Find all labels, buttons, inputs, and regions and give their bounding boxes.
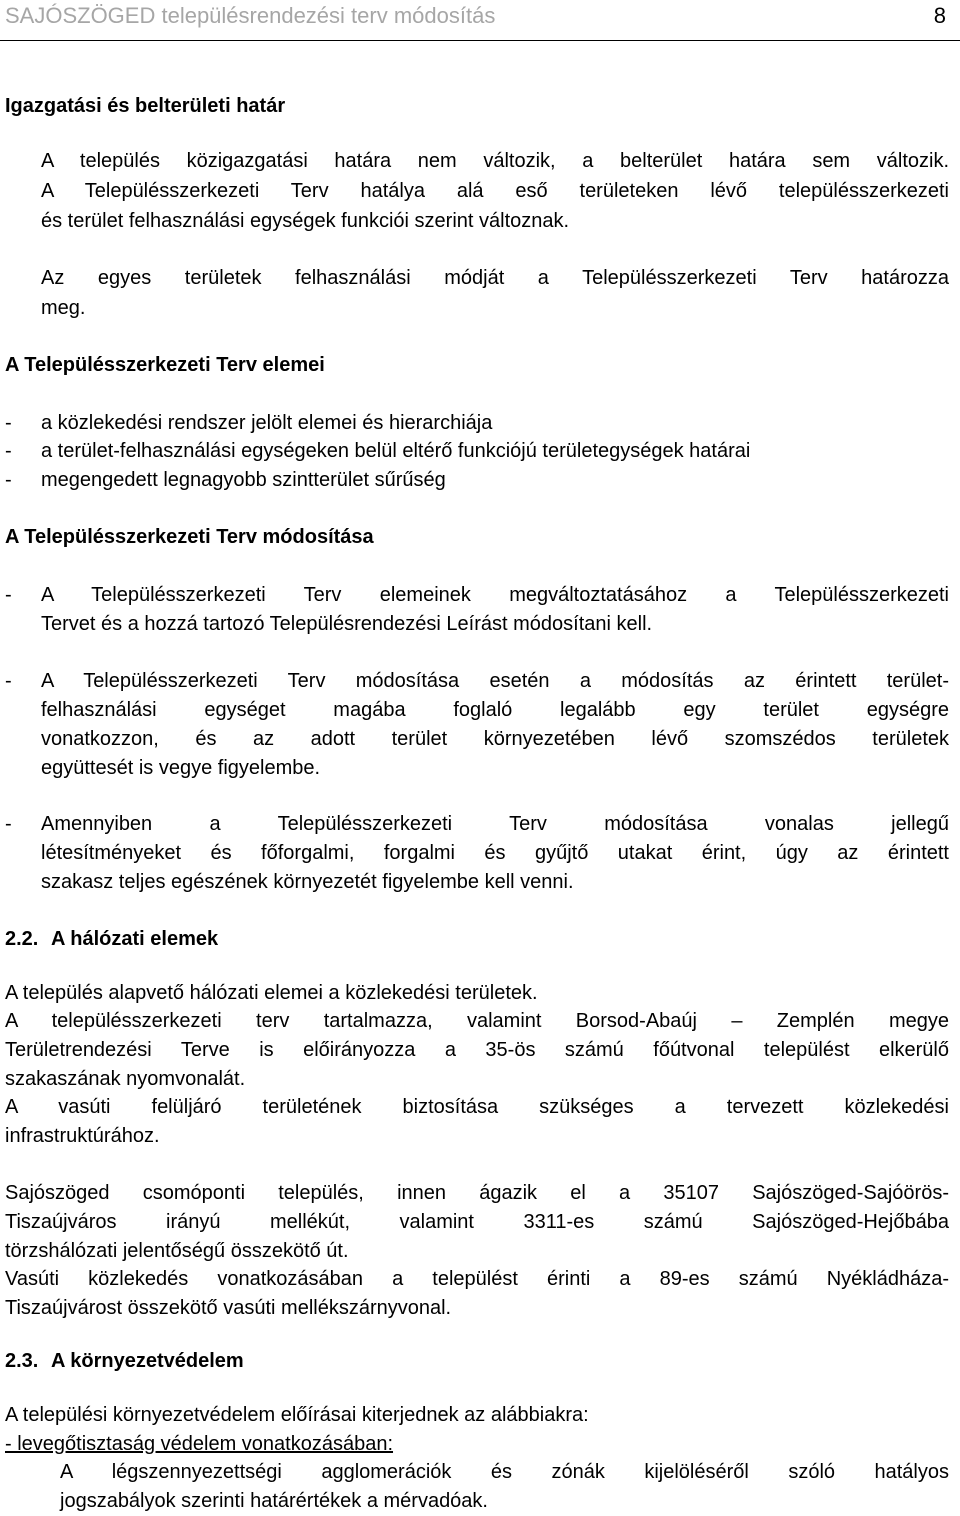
paragraph-line: felhasználási egységet magába foglaló legalább egy terület egységre xyxy=(41,699,949,721)
paragraph-line: Területrendezési Terve is előirányozza a 35-ös számú főútvonal települést elkerülő xyxy=(5,1039,949,1061)
paragraph-line: A Településszerkezeti Terv elemeinek megváltoztatásához a Településszerkezeti xyxy=(41,584,949,606)
list-item: a terület-felhasználási egységeken belül eltérő funkciójú területegységek határai xyxy=(41,440,751,462)
paragraph-line: Sajószöged csomóponti település, innen ágazik el a 35107 Sajószöged-Sajóörös- xyxy=(5,1182,949,1204)
page-number: 8 xyxy=(933,3,946,28)
paragraph-line: infrastruktúrához. xyxy=(5,1125,160,1147)
subheading-air-quality: - levegőtisztaság védelem vonatkozásában: xyxy=(5,1433,394,1455)
paragraph-line: Az egyes területek felhasználási módját a Településszerkezeti Terv határozza xyxy=(41,267,949,289)
section-number: 2.2. xyxy=(5,928,39,950)
paragraph-line: A Településszerkezeti Terv hatálya alá eső területeken lévő településszerkezeti xyxy=(41,180,949,202)
paragraph-line: Tervet és a hozzá tartozó Településrendezési Leírást módosítani kell. xyxy=(41,613,653,635)
paragraph-line: meg. xyxy=(41,297,86,319)
section-heading-elements: A Településszerkezeti Terv elemei xyxy=(5,354,325,376)
paragraph-line: létesítményeket és főforgalmi, forgalmi és gyűjtő utakat érint, úgy az érintett xyxy=(41,842,949,864)
paragraph-line: vonatkozzon, és az adott terület környezetében lévő szomszédos területek xyxy=(41,728,949,750)
section-heading-modification: A Településszerkezeti Terv módosítása xyxy=(5,526,374,548)
list-item: a közlekedési rendszer jelölt elemei és hierarchiája xyxy=(41,412,493,434)
section-heading-environment: A környezetvédelem xyxy=(51,1350,244,1372)
paragraph-line: A településszerkezeti terv tartalmazza, valamint Borsod-Abaúj – Zemplén megye xyxy=(5,1010,949,1032)
paragraph-line: törzshálózati jelentőségű összekötő út. xyxy=(5,1240,349,1262)
paragraph-line: A légszennyezettségi agglomerációk és zónák kijelöléséről szóló hatályos xyxy=(60,1461,949,1483)
paragraph-line: szakaszának nyomvonalát. xyxy=(5,1068,246,1090)
list-dash: - xyxy=(5,670,12,692)
list-dash: - xyxy=(5,469,12,491)
paragraph-line: Vasúti közlekedés vonatkozásában a települést érinti a 89-es számú Nyékládháza- xyxy=(5,1268,949,1290)
list-dash: - xyxy=(5,813,12,835)
paragraph-line: és terület felhasználási egységek funkciói szerint változnak. xyxy=(41,210,570,232)
list-dash: - xyxy=(5,440,12,462)
paragraph-line: szakasz teljes egészének környezetét figyelembe kell venni. xyxy=(41,871,574,893)
paragraph-line: A Településszerkezeti Terv módosítása esetén a módosítás az érintett terület- xyxy=(41,670,949,692)
paragraph-line: A település alapvető hálózati elemei a közlekedési területek. xyxy=(5,982,538,1004)
section-number: 2.3. xyxy=(5,1350,39,1372)
document-title: SAJÓSZÖGED településrendezési terv módosítás xyxy=(5,3,496,28)
paragraph-line: A települési környezetvédelem előírásai kiterjednek az alábbiakra: xyxy=(5,1404,589,1426)
paragraph-line: Tiszaújváros irányú mellékút, valamint 3311-es számú Sajószöged-Hejőbába xyxy=(5,1211,949,1233)
paragraph-line: Tiszaújvárost összekötő vasúti mellékszárnyvonal. xyxy=(5,1297,452,1319)
section-heading-network: A hálózati elemek xyxy=(51,928,219,950)
paragraph-line: Amennyiben a Településszerkezeti Terv módosítása vonalas jellegű xyxy=(41,813,949,835)
list-dash: - xyxy=(5,584,12,606)
list-dash: - xyxy=(5,412,12,434)
paragraph-line: együttesét is vegye figyelembe. xyxy=(41,757,321,779)
paragraph-line: A település közigazgatási határa nem változik, a belterület határa sem változik. xyxy=(41,150,949,172)
paragraph-line: A vasúti felüljáró területének biztosítása szükséges a tervezett közlekedési xyxy=(5,1096,949,1118)
section-heading-boundary: Igazgatási és belterületi határ xyxy=(5,95,286,117)
page-header xyxy=(0,0,960,41)
paragraph-line: jogszabályok szerinti határértékek a mérvadóak. xyxy=(60,1490,488,1512)
list-item: megengedett legnagyobb szintterület sűrűség xyxy=(41,469,446,491)
